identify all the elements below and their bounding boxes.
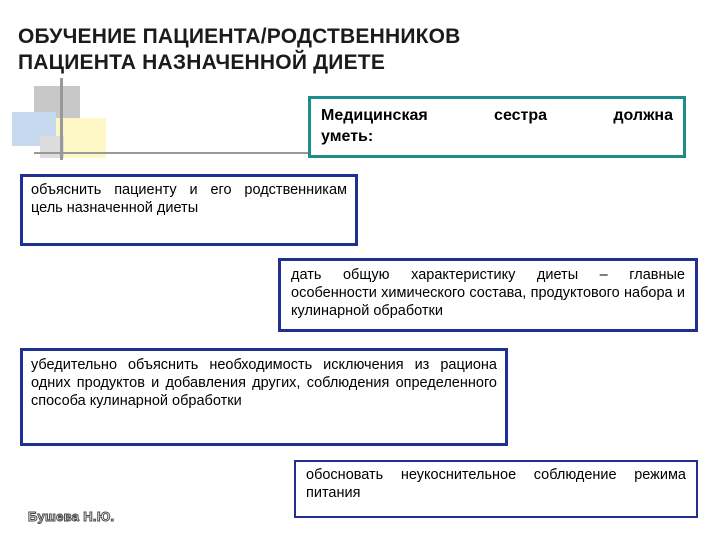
skill-box-explain-goal: объяснить пациенту и его родственникам цель назначенной диеты xyxy=(20,174,358,246)
skill-box-diet-characteristics: дать общую характеристику диеты – главные особенности химического состава, продуктового набора и кулинарной обработки xyxy=(278,258,698,332)
author-signature: Бушева Н.Ю. xyxy=(28,509,115,524)
header-word-1: Медицинская xyxy=(321,107,428,124)
slide-title xyxy=(18,24,618,76)
decorative-vertical-line xyxy=(60,78,63,160)
header-box-line-1 xyxy=(321,105,673,126)
header-word-3: должна xyxy=(613,107,673,124)
header-box-line-2: уметь: xyxy=(321,128,374,145)
header-box xyxy=(308,96,686,158)
slide-title-line-2: ПАЦИЕНТА НАЗНАЧЕННОЙ ДИЕТЕ xyxy=(18,51,386,74)
header-word-2: сестра xyxy=(494,107,548,124)
skill-box-meal-regimen: обосновать неукоснительное соблюдение режима питания xyxy=(294,460,698,518)
skill-box-explain-exclusion: убедительно объяснить необходимость исключения из рациона одних продуктов и добавления других, соблюдения определенного способа кулинарной обработки xyxy=(20,348,508,446)
slide-title-line-1: ОБУЧЕНИЕ ПАЦИЕНТА/РОДСТВЕННИКОВ xyxy=(18,25,461,48)
